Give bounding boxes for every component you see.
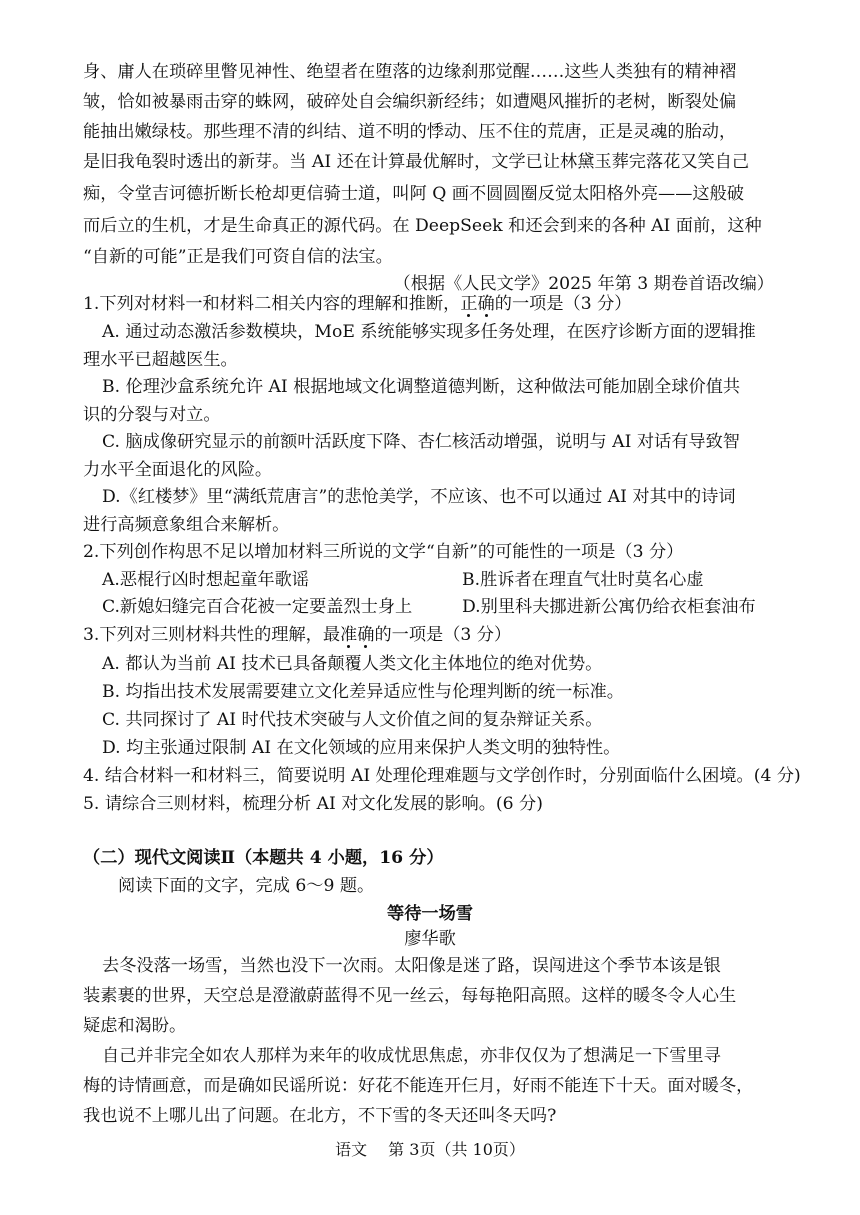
question-1-stem: 1.下列对材料一和材料二相关内容的理解和推断，正确的一项是（3 分） [83,294,632,314]
page-footer: 语文 第 3页（共 10页） [335,1140,525,1159]
question-1-option-a: A. 通过动态激活参数模块，MoE 系统能够实现多任务处理，在医疗诊断方面的逻辑推 [102,322,756,342]
question-2-option-b: B.胜诉者在理直气壮时莫名心虚 [462,570,704,590]
section-2-heading: （二）现代文阅读Ⅱ（本题共 4 小题，16 分） [83,848,444,868]
article-author: 廖华歌 [404,929,456,949]
question-5: 5. 请综合三则材料，梳理分析 AI 对文化发展的影响。(6 分) [83,794,543,814]
material-line: 而后立的生机，才是生命真正的源代码。在 DeepSeek 和还会到来的各种 AI 面前，这种 [83,216,762,236]
question-2-option-c: C.新媳妇缝完百合花被一定要盖烈士身上 [102,597,413,617]
question-3-option-b: B. 均指出技术发展需要建立文化差异适应性与伦理判断的统一标准。 [102,682,624,702]
article-paragraph-line: 去冬没落一场雪，当然也没下一次雨。太阳像是迷了路，误闯进这个季节本该是银 [102,956,721,976]
article-paragraph-line: 疑虑和渴盼。 [83,1016,187,1036]
question-1-option-a-cont: 理水平已超越医生。 [83,350,238,370]
material-line: 痴，令堂吉诃德折断长枪却更信骑士道，叫阿 Q 画不圆圆圈反觉太阳格外亮——这般破 [83,184,744,204]
article-paragraph-line: 自己并非完全如农人那样为来年的收成忧思焦虑，亦非仅仅为了想满足一下雪里寻 [102,1046,721,1066]
article-paragraph-line: 我也说不上哪儿出了问题。在北方，不下雪的冬天还叫冬天吗? [83,1106,557,1126]
source-note: （根据《人民文学》2025 年第 3 期卷首语改编） [393,274,774,294]
question-3-option-d: D. 均主张通过限制 AI 在文化领域的应用来保护人类文明的独特性。 [102,738,621,758]
question-2-stem: 2.下列创作构思不足以增加材料三所说的文学“自新”的可能性的一项是（3 分） [83,542,684,562]
article-title: 等待一场雪 [387,904,473,924]
question-3-option-a: A. 都认为当前 AI 技术已具备颠覆人类文化主体地位的绝对优势。 [102,654,603,674]
article-paragraph-line: 装素裹的世界，天空总是澄澈蔚蓝得不见一丝云，每每艳阳高照。这样的暖冬令人心生 [83,986,737,1006]
material-line: 皱，恰如被暴雨击穿的蛛网，破碎处自会编织新经纬；如遭飓风摧折的老树，断裂处偏 [83,92,737,112]
article-paragraph-line: 梅的诗情画意，而是确如民谣所说：好花不能连开仨月，好雨不能连下十天。面对暖冬， [83,1076,754,1096]
emphasis-dot-char: 准 [340,625,358,645]
question-4: 4. 结合材料一和材料三，简要说明 AI 处理伦理难题与文学创作时，分别面临什么困境。(4 分) [83,766,801,786]
emphasis-dot-char: 确 [357,625,375,645]
question-1-option-c: C. 脑成像研究显示的前额叶活跃度下降、杏仁核活动增强，说明与 AI 对话有导致智 [102,432,740,452]
emphasis-dot-char: 正 [460,294,478,314]
emphasis-dot-char: 确 [477,294,495,314]
question-2-option-d: D.别里科夫挪进新公寓仍给衣柜套油布 [462,597,756,617]
question-1-option-b-cont: 识的分裂与对立。 [83,405,221,425]
question-3-option-c: C. 共同探讨了 AI 时代技术突破与人文价值之间的复杂辩证关系。 [102,710,603,730]
question-3-stem: 3.下列对三则材料共性的理解，最准确的一项是（3 分） [83,625,512,645]
material-line: “自新的可能”正是我们可资自信的法宝。 [83,247,393,267]
material-line: 身、庸人在琐碎里瞥见神性、绝望者在堕落的边缘刹那觉醒……这些人类独有的精神褶 [83,62,737,82]
question-1-option-c-cont: 力水平全面退化的风险。 [83,460,273,480]
section-2-instruction: 阅读下面的文字，完成 6～9 题。 [118,876,375,896]
question-1-option-b: B. 伦理沙盒系统允许 AI 根据地域文化调整道德判断，这种做法可能加剧全球价值共 [102,377,741,397]
material-line: 能抽出嫩绿枝。那些理不清的纠结、道不明的悸动、压不住的荒唐，正是灵魂的胎动， [83,122,737,142]
material-line: 是旧我龟裂时透出的新芽。当 AI 还在计算最优解时，文学已让林黛玉葬完落花又笑自己 [83,152,750,172]
question-2-option-a: A.恶棍行凶时想起童年歌谣 [102,570,309,590]
question-1-option-d: D.《红楼梦》里“满纸荒唐言”的悲怆美学，不应该、也不可以通过 AI 对其中的诗词 [102,487,736,507]
question-1-option-d-cont: 进行高频意象组合来解析。 [83,515,290,535]
